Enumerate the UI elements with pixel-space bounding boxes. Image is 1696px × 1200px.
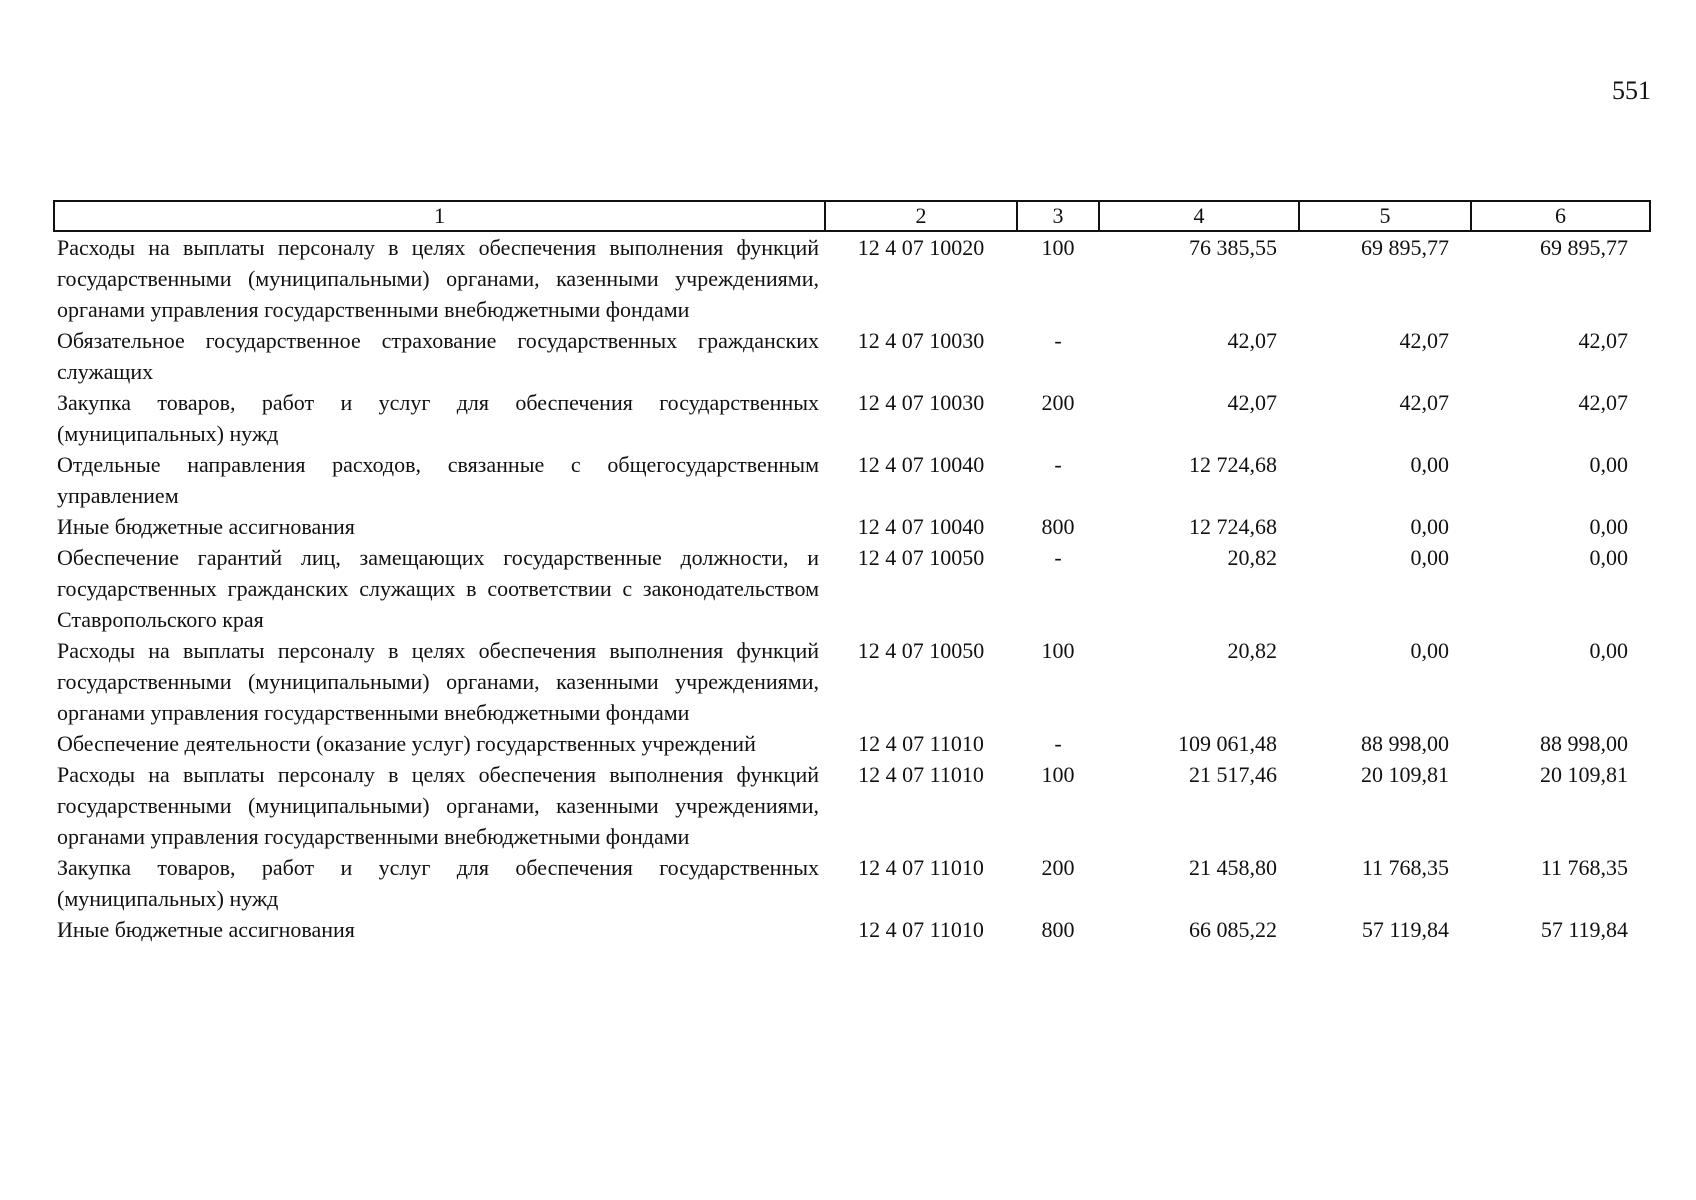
row-amount-col-6: 42,07: [1578, 328, 1628, 353]
row-amount-col-6: 0,00: [1589, 545, 1628, 570]
row-amount-col-5: 0,00: [1410, 545, 1449, 570]
row-expense-type: 200: [1041, 855, 1075, 880]
row-amount-col-5: 0,00: [1410, 452, 1449, 477]
row-code: 12 4 07 11010: [858, 855, 984, 880]
table-row: [54, 635, 1650, 728]
row-description: Отдельные направления расходов, связанные с общегосударственным управлением: [57, 452, 819, 508]
row-code: 12 4 07 11010: [858, 731, 984, 756]
row-amount-col-6: 0,00: [1589, 452, 1628, 477]
table-row: [54, 325, 1650, 387]
row-amount-col-6: 88 998,00: [1540, 731, 1628, 756]
row-amount-col-4: 21 458,80: [1189, 855, 1277, 880]
row-amount-col-4: 66 085,22: [1189, 917, 1277, 942]
row-code: 12 4 07 10030: [857, 328, 985, 353]
row-description: Иные бюджетные ассигнования: [57, 917, 355, 942]
row-description: Обязательное государственное страхование государственных гражданских служащих: [57, 328, 819, 384]
row-amount-col-4: 20,82: [1227, 638, 1277, 663]
row-code: 12 4 07 10040: [857, 452, 985, 477]
table-row: [54, 511, 1650, 542]
row-description: Обеспечение гарантий лиц, замещающих государственные должности, и государственных гражданских служащих в соответствии с законодательством Ставропольского края: [57, 545, 819, 632]
row-amount-col-5: 42,07: [1399, 390, 1449, 415]
row-amount-col-4: 21 517,46: [1189, 762, 1277, 787]
row-amount-col-6: 42,07: [1578, 390, 1628, 415]
row-code: 12 4 07 10020: [857, 235, 985, 260]
row-amount-col-6: 57 119,84: [1540, 917, 1628, 942]
row-expense-type: -: [1054, 328, 1062, 353]
table-row: [54, 914, 1650, 945]
budget-table: [53, 200, 1651, 945]
row-amount-col-5: 88 998,00: [1361, 731, 1449, 756]
row-amount-col-5: 11 768,35: [1361, 855, 1449, 880]
table-row: [54, 449, 1650, 511]
row-amount-col-6: 11 768,35: [1540, 855, 1628, 880]
page-number: 551: [1612, 76, 1651, 105]
row-description: Расходы на выплаты персоналу в целях обеспечения выполнения функций государственными (муниципальными) органами, казенными учреждениями, органами управления государственными внебюджетными фондами: [57, 638, 819, 725]
row-expense-type: -: [1054, 731, 1062, 756]
header-col-4: 4: [1099, 201, 1299, 231]
header-col-3: 3: [1017, 201, 1099, 231]
row-amount-col-5: 0,00: [1410, 514, 1449, 539]
row-expense-type: -: [1054, 545, 1062, 570]
row-amount-col-5: 0,00: [1410, 638, 1449, 663]
row-code: 12 4 07 10030: [857, 390, 985, 415]
row-amount-col-6: 69 895,77: [1540, 235, 1628, 260]
table-row: [54, 852, 1650, 914]
table-row: [54, 231, 1650, 325]
row-amount-col-5: 69 895,77: [1361, 235, 1449, 260]
row-amount-col-6: 0,00: [1589, 514, 1628, 539]
row-amount-col-6: 0,00: [1589, 638, 1628, 663]
row-description: Закупка товаров, работ и услуг для обеспечения государственных (муниципальных) нужд: [57, 855, 819, 911]
row-amount-col-5: 42,07: [1399, 328, 1449, 353]
row-amount-col-5: 57 119,84: [1361, 917, 1449, 942]
row-amount-col-6: 20 109,81: [1540, 762, 1628, 787]
row-expense-type: 800: [1041, 514, 1075, 539]
table-body: [54, 231, 1650, 945]
row-description: Иные бюджетные ассигнования: [57, 514, 355, 539]
row-amount-col-4: 76 385,55: [1189, 235, 1277, 260]
table-row: [54, 542, 1650, 635]
table-row: [54, 759, 1650, 852]
row-code: 12 4 07 11010: [858, 762, 984, 787]
row-code: 12 4 07 11010: [858, 917, 984, 942]
row-description: Расходы на выплаты персоналу в целях обеспечения выполнения функций государственными (муниципальными) органами, казенными учреждениями, органами управления государственными внебюджетными фондами: [57, 762, 819, 849]
row-expense-type: 100: [1041, 235, 1075, 260]
row-amount-col-4: 109 061,48: [1178, 731, 1277, 756]
row-amount-col-4: 12 724,68: [1189, 514, 1277, 539]
row-expense-type: -: [1054, 452, 1062, 477]
row-description: Обеспечение деятельности (оказание услуг) государственных учреждений: [57, 731, 756, 756]
row-code: 12 4 07 10050: [857, 545, 985, 570]
header-col-2: 2: [825, 201, 1017, 231]
row-amount-col-5: 20 109,81: [1361, 762, 1449, 787]
table-row: [54, 387, 1650, 449]
row-amount-col-4: 20,82: [1227, 545, 1277, 570]
row-expense-type: 200: [1041, 390, 1075, 415]
header-col-1: 1: [54, 201, 825, 231]
row-expense-type: 800: [1041, 917, 1075, 942]
row-expense-type: 100: [1041, 638, 1075, 663]
header-col-5: 5: [1299, 201, 1471, 231]
row-expense-type: 100: [1041, 762, 1075, 787]
table-row: [54, 728, 1650, 759]
row-description: Закупка товаров, работ и услуг для обеспечения государственных (муниципальных) нужд: [57, 390, 819, 446]
row-amount-col-4: 42,07: [1227, 390, 1277, 415]
row-amount-col-4: 42,07: [1227, 328, 1277, 353]
header-col-6: 6: [1471, 201, 1650, 231]
row-code: 12 4 07 10040: [857, 514, 985, 539]
row-description: Расходы на выплаты персоналу в целях обеспечения выполнения функций государственными (муниципальными) органами, казенными учреждениями, органами управления государственными внебюджетными фондами: [57, 235, 819, 322]
row-code: 12 4 07 10050: [857, 638, 985, 663]
row-amount-col-4: 12 724,68: [1189, 452, 1277, 477]
header-row: [54, 201, 1650, 231]
